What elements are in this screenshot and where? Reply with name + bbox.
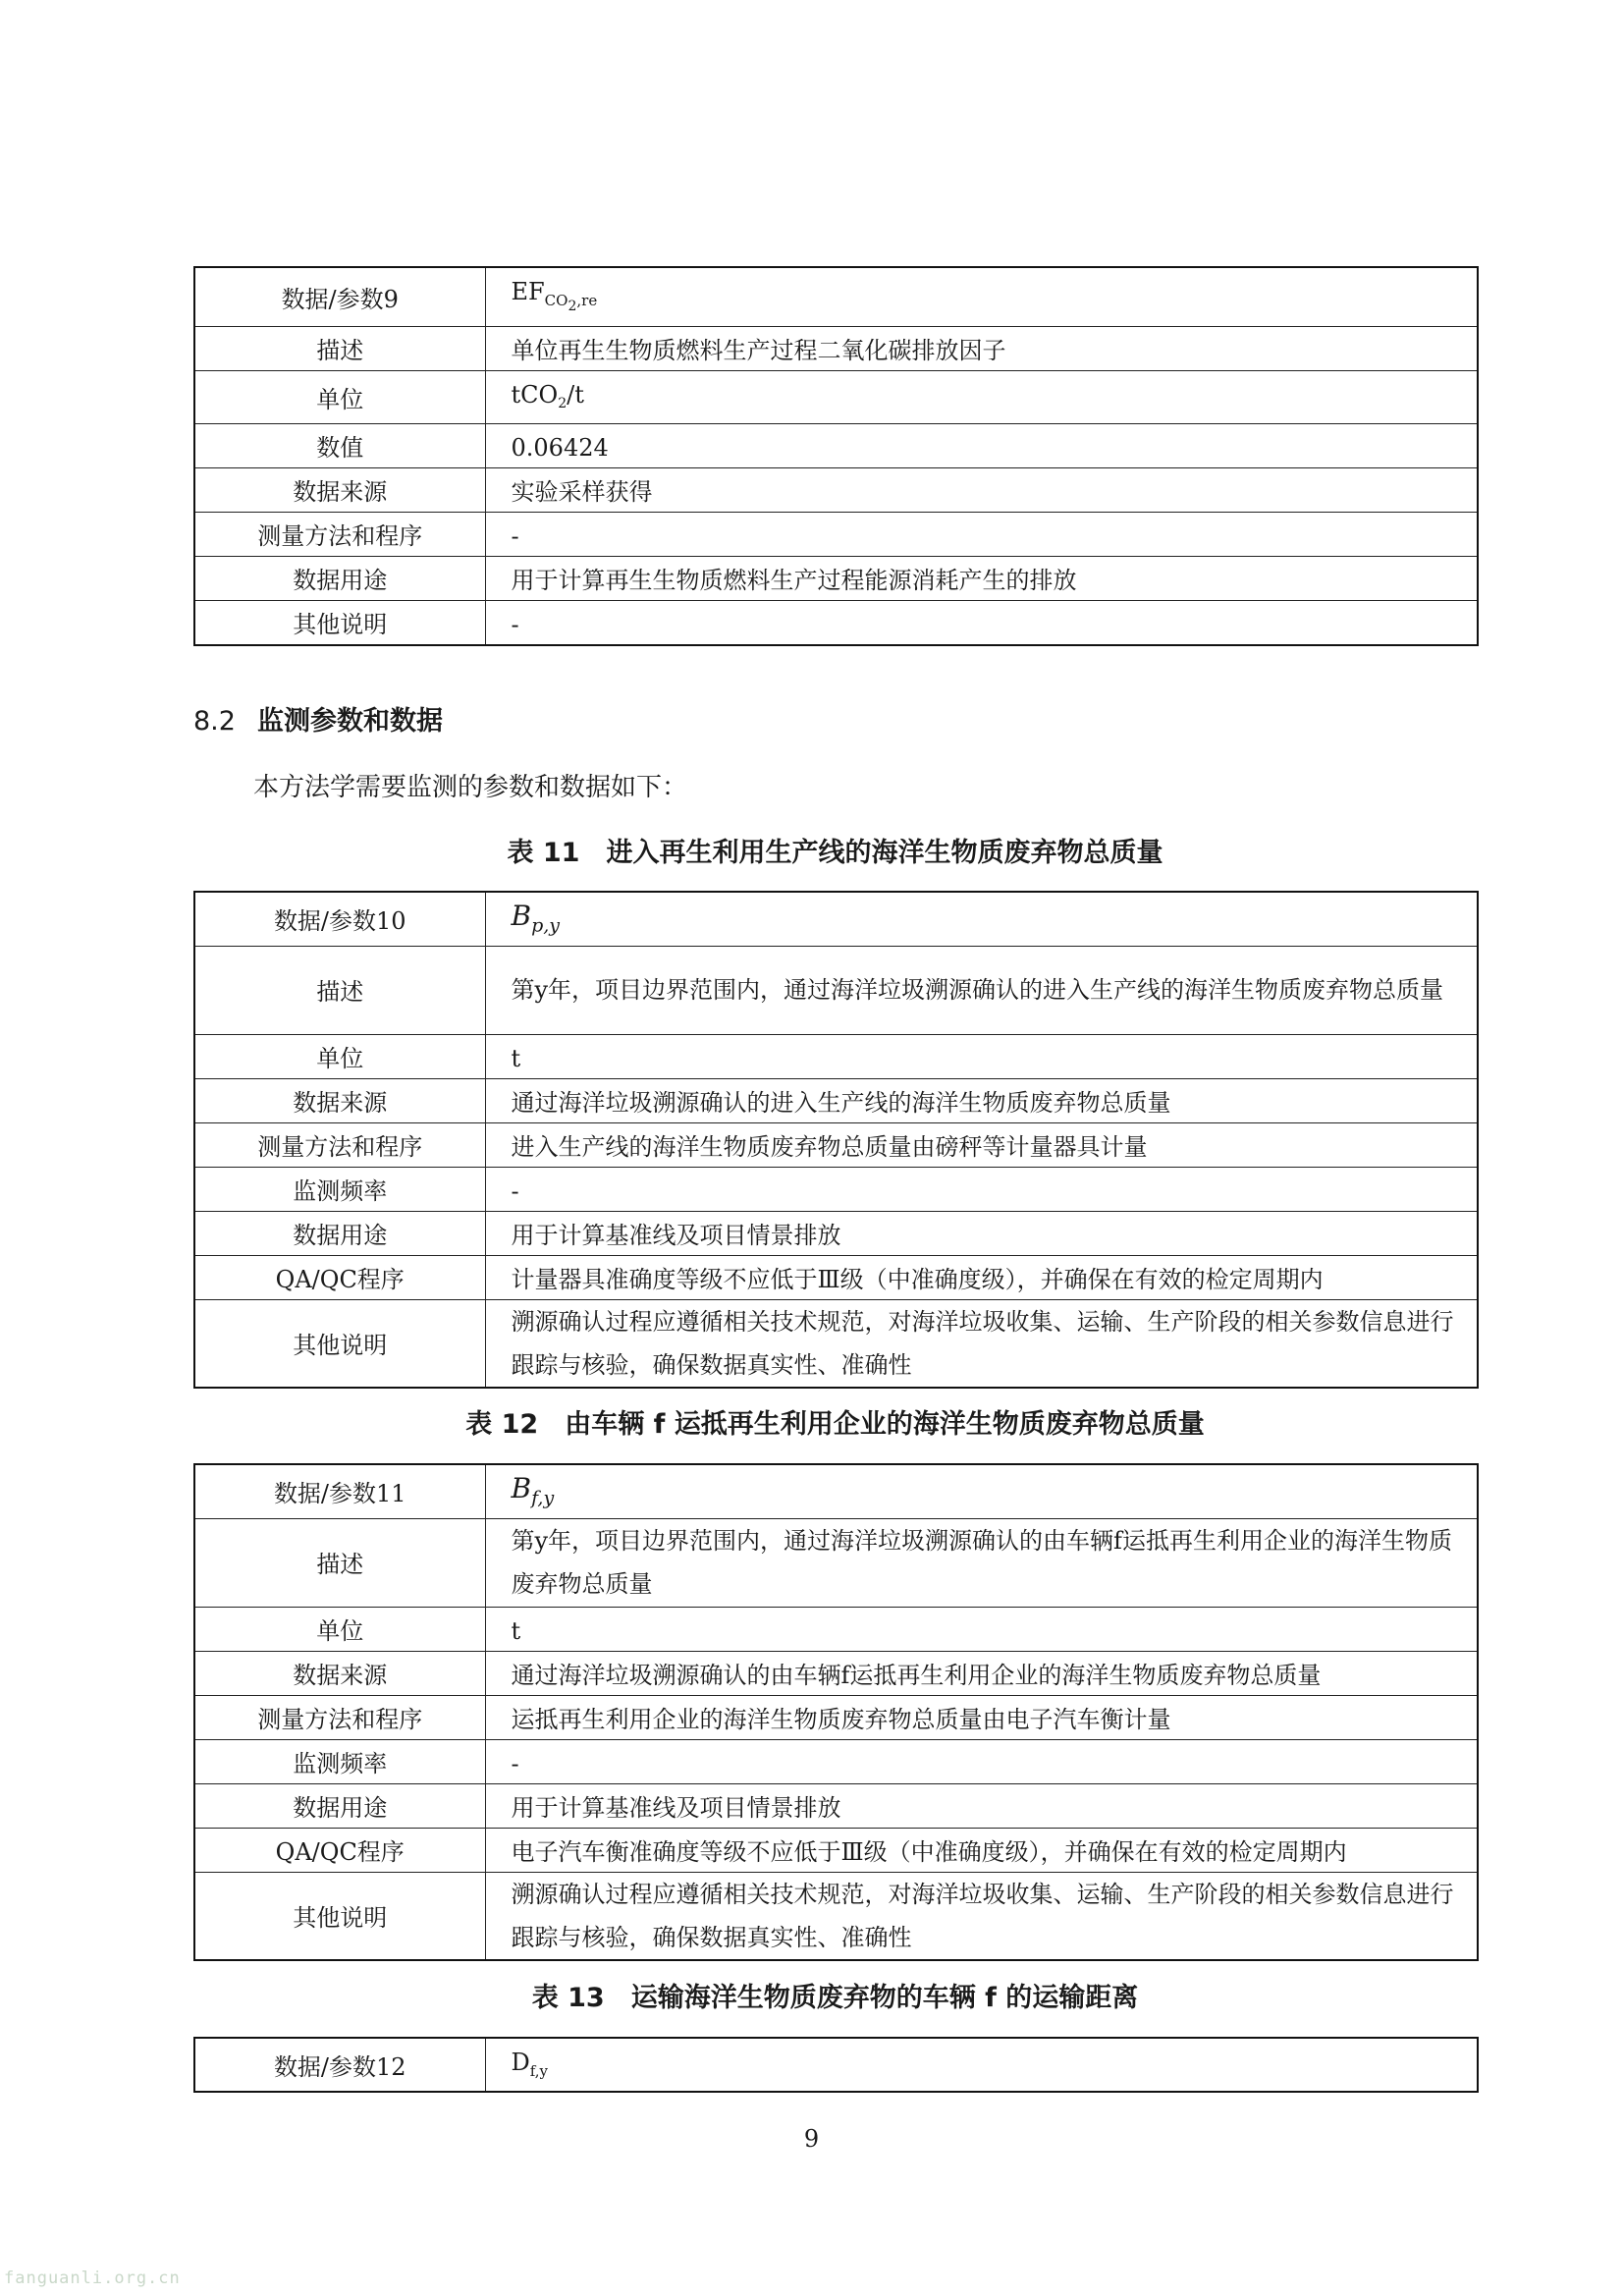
table-row	[194, 513, 1478, 557]
row-label: 描述	[194, 1518, 485, 1607]
row-value: -	[485, 1167, 1478, 1211]
row-value: 第y年，项目边界范围内，通过海洋垃圾溯源确认的由车辆f运抵再生利用企业的海洋生物质废弃物总质量	[485, 1518, 1478, 1607]
row-label: 描述	[194, 946, 485, 1034]
parameter-table-10	[193, 891, 1479, 1389]
parameter-table-11	[193, 1463, 1479, 1961]
row-label: 数据/参数11	[194, 1464, 485, 1518]
row-value: 用于计算基准线及项目情景排放	[485, 1783, 1478, 1828]
row-value: 第y年，项目边界范围内，通过海洋垃圾溯源确认的进入生产线的海洋生物质废弃物总质量	[485, 946, 1478, 1034]
table-caption: 表 11 进入再生利用生产线的海洋生物质废弃物总质量	[507, 838, 1163, 868]
parameter-table-12	[193, 2037, 1479, 2093]
row-value: 0.06424	[485, 424, 1478, 468]
table-row	[194, 892, 1478, 946]
row-value: 电子汽车衡准确度等级不应低于Ⅲ级（中准确度级），并确保在有效的检定周期内	[485, 1828, 1478, 1872]
row-value: 实验采样获得	[485, 468, 1478, 513]
section-number: 8.2	[193, 706, 236, 737]
row-label: 监测频率	[194, 1167, 485, 1211]
row-label: 测量方法和程序	[194, 1695, 485, 1739]
table-row	[194, 371, 1478, 424]
table-row	[194, 424, 1478, 468]
parameter-table-9	[193, 266, 1479, 646]
table-row	[194, 557, 1478, 601]
row-value: 计量器具准确度等级不应低于Ⅲ级（中准确度级），并确保在有效的检定周期内	[485, 1255, 1478, 1299]
table-row	[194, 1034, 1478, 1078]
table-row	[194, 1211, 1478, 1255]
row-label: QA/QC程序	[194, 1828, 485, 1872]
row-value: 通过海洋垃圾溯源确认的由车辆f运抵再生利用企业的海洋生物质废弃物总质量	[485, 1651, 1478, 1695]
row-label: 数据/参数9	[194, 267, 485, 327]
row-value: 用于计算再生生物质燃料生产过程能源消耗产生的排放	[485, 557, 1478, 601]
row-label: 单位	[194, 371, 485, 424]
table-row	[194, 267, 1478, 327]
row-value: -	[485, 513, 1478, 557]
table-row	[194, 1828, 1478, 1872]
parameter-symbol: $EF_{CO2,re}$	[485, 267, 1478, 327]
row-label: 其他说明	[194, 1872, 485, 1960]
table-row	[194, 601, 1478, 646]
unit-value: tCO$_2$/t	[485, 371, 1478, 424]
row-label: 测量方法和程序	[194, 1122, 485, 1167]
row-value: 运抵再生利用企业的海洋生物质废弃物总质量由电子汽车衡计量	[485, 1695, 1478, 1739]
table-caption: 表 12 由车辆 f 运抵再生利用企业的海洋生物质废弃物总质量	[465, 1409, 1205, 1440]
table-row	[194, 946, 1478, 1034]
table-row	[194, 2038, 1478, 2092]
row-label: 数据用途	[194, 1783, 485, 1828]
row-label: 数据用途	[194, 1211, 485, 1255]
row-label: 单位	[194, 1607, 485, 1651]
table-row	[194, 1695, 1478, 1739]
page-number: 9	[803, 2125, 820, 2153]
table-row	[194, 1255, 1478, 1299]
row-value: -	[485, 601, 1478, 646]
row-label: QA/QC程序	[194, 1255, 485, 1299]
table-row	[194, 1651, 1478, 1695]
row-value: t	[485, 1034, 1478, 1078]
row-value: 用于计算基准线及项目情景排放	[485, 1211, 1478, 1255]
intro-paragraph: 本方法学需要监测的参数和数据如下：	[253, 773, 688, 802]
parameter-symbol: $B_{p,y}$	[485, 892, 1478, 946]
table-row	[194, 1518, 1478, 1607]
table-row	[194, 1739, 1478, 1783]
row-label: 数据用途	[194, 557, 485, 601]
row-value: 通过海洋垃圾溯源确认的进入生产线的海洋生物质废弃物总质量	[485, 1078, 1478, 1122]
row-value: 溯源确认过程应遵循相关技术规范，对海洋垃圾收集、运输、生产阶段的相关参数信息进行跟踪与核验，确保数据真实性、准确性	[485, 1872, 1478, 1960]
row-value: 进入生产线的海洋生物质废弃物总质量由磅秤等计量器具计量	[485, 1122, 1478, 1167]
watermark: fanguanli.org.cn	[4, 2269, 181, 2288]
row-label: 数据来源	[194, 1651, 485, 1695]
parameter-symbol: $D_{f,y}$	[485, 2038, 1478, 2092]
table-caption: 表 13 运输海洋生物质废弃物的车辆 f 的运输距离	[531, 1983, 1139, 2013]
parameter-symbol: $B_{f,y}$	[485, 1464, 1478, 1518]
section-title: 监测参数和数据	[256, 706, 443, 737]
table-row	[194, 1783, 1478, 1828]
row-label: 测量方法和程序	[194, 513, 485, 557]
table-row	[194, 1299, 1478, 1388]
row-label: 其他说明	[194, 1299, 485, 1388]
row-value: t	[485, 1607, 1478, 1651]
section-heading	[193, 699, 443, 738]
row-label: 数值	[194, 424, 485, 468]
row-label: 数据/参数12	[194, 2038, 485, 2092]
row-label: 其他说明	[194, 601, 485, 646]
table-row	[194, 327, 1478, 371]
table-row	[194, 1872, 1478, 1960]
table-row	[194, 1464, 1478, 1518]
table-row	[194, 468, 1478, 513]
row-label: 描述	[194, 327, 485, 371]
row-label: 数据来源	[194, 468, 485, 513]
row-value: 单位再生生物质燃料生产过程二氧化碳排放因子	[485, 327, 1478, 371]
table-row	[194, 1078, 1478, 1122]
row-label: 单位	[194, 1034, 485, 1078]
row-label: 数据/参数10	[194, 892, 485, 946]
row-label: 数据来源	[194, 1078, 485, 1122]
table-row	[194, 1122, 1478, 1167]
row-label: 监测频率	[194, 1739, 485, 1783]
row-value: 溯源确认过程应遵循相关技术规范，对海洋垃圾收集、运输、生产阶段的相关参数信息进行跟踪与核验，确保数据真实性、准确性	[485, 1299, 1478, 1388]
row-value: -	[485, 1739, 1478, 1783]
table-row	[194, 1607, 1478, 1651]
table-row	[194, 1167, 1478, 1211]
